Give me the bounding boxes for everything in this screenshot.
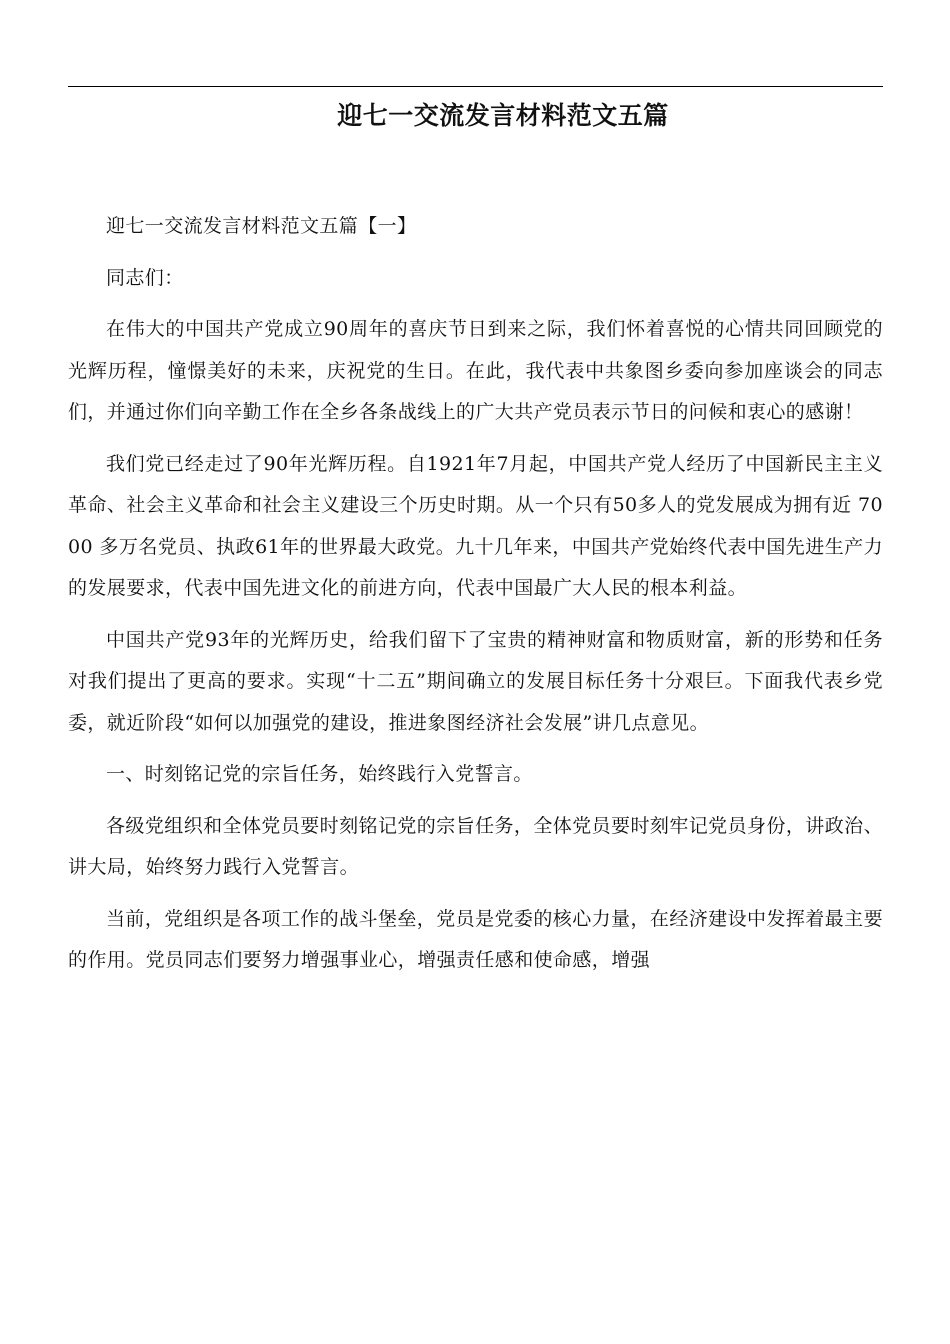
subsection-heading: 一、时刻铭记党的宗旨任务，始终践行入党誓言。 — [106, 763, 533, 785]
body-paragraph: 我们党已经走过了90年光辉历程。自1921年7月起，中国共产党人经历了中国新民主主义革命、社会主义革命和社会主义建设三个历史时期。从一个只有50多人的党发展成为拥有近 7000 多万名党员、执政61年的世界最大政党。九十几年来，中国共产党始终代表中国先进生产力的发展要求，代表中国先进文化的前进方向，代表中国最广大人民的根本利益。 — [68, 452, 883, 599]
body-paragraph: 中国共产党93年的光辉历史，给我们留下了宝贵的精神财富和物质财富，新的形势和任务对我们提出了更高的要求。实现“十二五”期间确立的发展目标任务十分艰巨。下面我代表乡党委，就近阶段“如何以加强党的建设，推进象图经济社会发展”讲几点意见。 — [68, 628, 883, 734]
salutation: 同志们： — [106, 266, 184, 289]
document-body — [68, 206, 883, 992]
body-paragraph: 当前，党组织是各项工作的战斗堡垒，党员是党委的核心力量，在经济建设中发挥着最主要的作用。党员同志们要努力增强事业心，增强责任感和使命感，增强 — [68, 907, 883, 971]
body-paragraph: 各级党组织和全体党员要时刻铭记党的宗旨任务，全体党员要时刻牢记党员身份，讲政治、讲大局，始终努力践行入党誓言。 — [68, 814, 883, 878]
header-rule — [68, 86, 883, 87]
document-title: 迎七一交流发言材料范文五篇 — [337, 101, 669, 130]
body-paragraph: 在伟大的中国共产党成立90周年的喜庆节日到来之际，我们怀着喜悦的心情共同回顾党的光辉历程，憧憬美好的未来，庆祝党的生日。在此，我代表中共象图乡委向参加座谈会的同志们，并通过你们向辛勤工作在全乡各条战线上的广大共产党员表示节日的问候和衷心的感谢！ — [68, 318, 883, 423]
section-heading: 迎七一交流发言材料范文五篇【一】 — [106, 215, 417, 237]
